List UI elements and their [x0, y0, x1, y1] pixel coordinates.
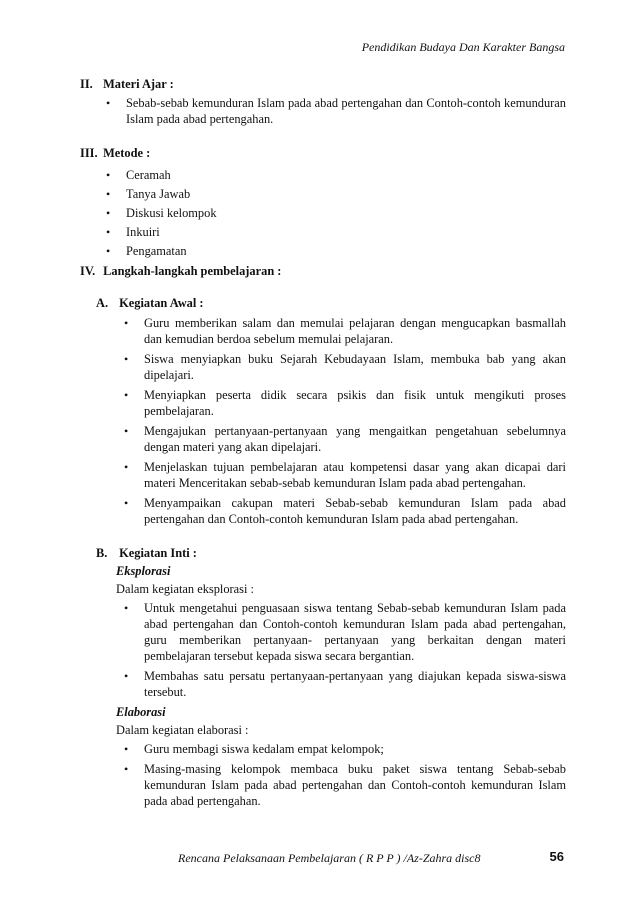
section-number: II. [80, 77, 93, 91]
subsection-kegiatan-awal [96, 295, 566, 527]
bullet-icon: • [124, 460, 129, 474]
page-number: 56 [549, 849, 564, 864]
bullet-list [80, 95, 566, 127]
section-heading: Metode : [103, 146, 151, 160]
phase-title-eksplorasi: Eksplorasi [116, 564, 171, 578]
section-title [80, 145, 566, 161]
list-item: • Mengajukan pertanyaan-pertanyaan yang mengaitkan pengetahuan sebelumnya dengan materi yang akan dipelajari. [124, 424, 566, 454]
page-footer: Rencana Pelaksanaan Pembelajaran ( R P P ) /Az-Zahra disc8 [178, 851, 481, 865]
list-item: • Untuk mengetahui penguasaan siswa tentang Sebab-sebab kemunduran Islam pada abad pertengahan dan Contoh-contoh kemunduran Islam pada abad pertengahan, guru memberikan pertanyaan- pertanyaan yang berkaitan dengan materi pembelajaran tersebut kepada siswa secara bergantian. [124, 601, 566, 663]
section-number: IV. [80, 264, 96, 278]
section-number: III. [80, 146, 98, 160]
bullet-icon: • [106, 168, 111, 182]
bullet-icon: • [106, 206, 111, 220]
subsection-letter: A. [96, 296, 109, 310]
section-title [80, 263, 566, 279]
section-langkah [80, 263, 566, 809]
bullet-icon: • [124, 762, 129, 776]
document-body [80, 76, 566, 827]
phase-intro: Dalam kegiatan elaborasi : [116, 723, 249, 737]
list-item: • Menyiapkan peserta didik secara psikis dan fisik untuk mengikuti proses pembelajaran. [124, 388, 566, 418]
phase-title-elaborasi: Elaborasi [116, 705, 166, 719]
list-item: • Membahas satu persatu pertanyaan-pertanyaan yang diajukan kepada siswa-siswa tersebut. [124, 669, 566, 699]
list-item: • Pengamatan [106, 244, 187, 258]
list-item: • Siswa menyiapkan buku Sejarah Kebudayaan Islam, membuka bab yang akan dipelajari. [124, 352, 566, 382]
page-header: Pendidikan Budaya Dan Karakter Bangsa [361, 40, 565, 54]
section-heading: Langkah-langkah pembelajaran : [103, 264, 282, 278]
section-title [80, 76, 566, 92]
list-item: • Menjelaskan tujuan pembelajaran atau kompetensi dasar yang akan dicapai dari materi Menceritakan sebab-sebab kemunduran Islam pada abad pertengahan. [124, 460, 566, 490]
section-metode [80, 145, 566, 259]
subsection-letter: B. [96, 546, 108, 560]
bullet-icon: • [106, 96, 111, 110]
subsection-kegiatan-inti [96, 545, 566, 809]
bullet-icon: • [124, 424, 129, 438]
bullet-list [80, 167, 566, 259]
list-item: • Diskusi kelompok [106, 206, 217, 220]
list-item: • Inkuiri [106, 225, 160, 239]
list-item: • Tanya Jawab [106, 187, 191, 201]
bullet-icon: • [106, 225, 111, 239]
subsection-title: B. Kegiatan Inti : [96, 546, 197, 560]
bullet-list [96, 315, 566, 527]
phase-intro: Dalam kegiatan eksplorasi : [116, 582, 254, 596]
bullet-icon: • [124, 352, 129, 366]
list-item: • Guru membagi siswa kedalam empat kelompok; [124, 742, 384, 756]
list-item: • Guru memberikan salam dan memulai pelajaran dengan mengucapkan basmallah dan kemudian berdoa sebelum memulai pelajaran. [124, 316, 566, 346]
list-item: • Menyampaikan cakupan materi Sebab-sebab kemunduran Islam pada abad pertengahan dan Contoh-contoh kemunduran Islam pada abad pertengahan. [124, 496, 566, 526]
bullet-icon: • [124, 601, 129, 615]
list-item: • Masing-masing kelompok membaca buku paket siswa tentang Sebab-sebab kemunduran Islam pada abad pertengahan dan Contoh-contoh kemunduran Islam pada abad pertengahan. [124, 762, 566, 808]
list-item: • Ceramah [106, 168, 171, 182]
bullet-icon: • [124, 669, 129, 683]
bullet-icon: • [106, 187, 111, 201]
bullet-icon: • [124, 388, 129, 402]
subsection-title: A. Kegiatan Awal : [96, 296, 204, 310]
bullet-icon: • [124, 742, 129, 756]
list-item: • Sebab-sebab kemunduran Islam pada abad pertengahan dan Contoh-contoh kemunduran Islam pada abad pertengahan. [106, 96, 566, 126]
bullet-list [96, 600, 566, 700]
bullet-icon: • [124, 496, 129, 510]
bullet-icon: • [106, 244, 111, 258]
section-materi-ajar [80, 76, 566, 127]
bullet-icon: • [124, 316, 129, 330]
section-heading: Materi Ajar : [103, 77, 174, 91]
bullet-list [96, 741, 566, 809]
